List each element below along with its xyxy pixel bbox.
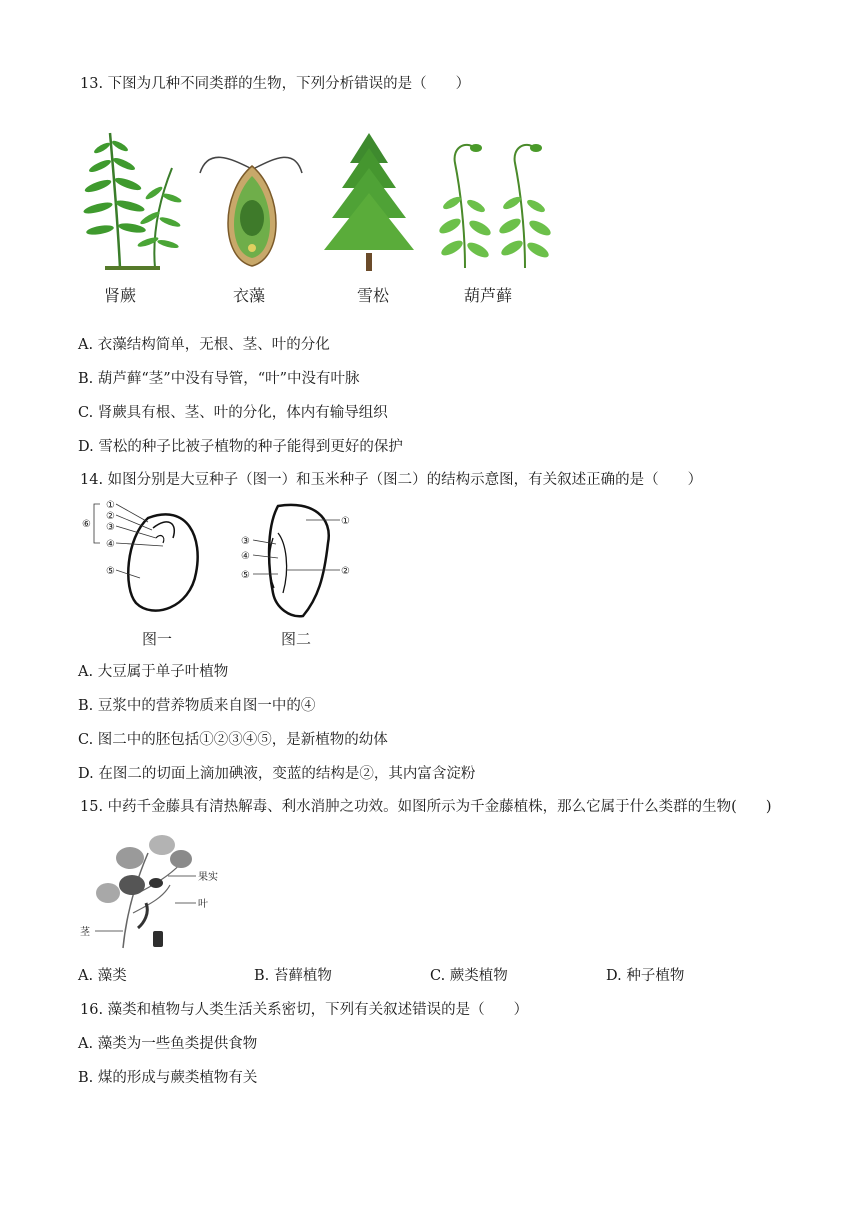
fig2-mark-5: ⑤ xyxy=(241,570,250,581)
q14-figure xyxy=(78,498,368,623)
q14-option-b: B. 豆浆中的营养物质来自图一中的④ xyxy=(78,698,316,714)
fig2-caption: 图二 xyxy=(281,630,312,648)
fig2-mark-3: ③ xyxy=(241,536,250,547)
q15-option-c: C. 蕨类植物 xyxy=(430,968,508,984)
label-leaf: 叶 xyxy=(198,899,208,910)
q13-option-c: C. 肾蕨具有根、茎、叶的分化，体内有输导组织 xyxy=(78,405,388,421)
fig1-mark-2: ② xyxy=(106,511,115,522)
q16-stem: 16. 藻类和植物与人类生活关系密切，下列有关叙述错误的是（ ） xyxy=(80,1002,529,1018)
q13-stem: 13. 下图为几种不同类群的生物，下列分析错误的是（ ） xyxy=(80,76,471,92)
q14-option-d: D. 在图二的切面上滴加碘液，变蓝的结构是②，其内富含淀粉 xyxy=(78,766,476,782)
fern-illustration xyxy=(82,133,182,268)
stephania-plant-illustration xyxy=(95,835,196,948)
q15-option-b: B. 苔藓植物 xyxy=(254,968,332,984)
q15-option-d: D. 种子植物 xyxy=(606,968,685,984)
corn-seed-diagram xyxy=(253,505,340,616)
q16-option-b: B. 煤的形成与蕨类植物有关 xyxy=(78,1070,258,1086)
label-cedar: 雪松 xyxy=(357,286,390,305)
moss-illustration xyxy=(437,144,553,268)
fig1-mark-6: ⑥ xyxy=(82,519,91,530)
fig1-mark-4: ④ xyxy=(106,539,115,550)
fig1-mark-3: ③ xyxy=(106,522,115,533)
label-moss: 葫芦藓 xyxy=(464,286,513,305)
q16-option-a: A. 藻类为一些鱼类提供食物 xyxy=(78,1036,258,1052)
chlamydomonas-illustration xyxy=(200,157,302,266)
q13-figure xyxy=(80,118,560,308)
q15-stem: 15. 中药千金藤具有清热解毒、利水消肿之功效。如图所示为千金藤植株，那么它属于什么类群的生物( ) xyxy=(80,799,772,815)
q14-option-a: A. 大豆属于单子叶植物 xyxy=(78,664,229,680)
fig1-mark-5: ⑤ xyxy=(106,566,115,577)
q14-stem: 14. 如图分别是大豆种子（图一）和玉米种子（图二）的结构示意图，有关叙述正确的是（ ） xyxy=(80,472,703,488)
fig1-mark-1: ① xyxy=(106,500,115,511)
q13-option-b: B. 葫芦藓“茎”中没有导管，“叶”中没有叶脉 xyxy=(78,371,360,387)
q15-option-a: A. 藻类 xyxy=(78,968,127,984)
q14-option-c: C. 图二中的胚包括①②③④⑤，是新植物的幼体 xyxy=(78,732,388,748)
fig2-mark-2: ② xyxy=(341,566,350,577)
fig2-mark-1: ① xyxy=(341,516,350,527)
fig1-caption: 图一 xyxy=(142,630,173,648)
label-chlamydomonas: 衣藻 xyxy=(233,286,266,305)
q13-option-a: A. 衣藻结构简单，无根、茎、叶的分化 xyxy=(78,337,330,353)
label-fruit: 果实 xyxy=(198,872,218,883)
label-fern: 肾蕨 xyxy=(104,286,137,305)
label-stem: 茎 xyxy=(80,927,90,938)
q15-figure xyxy=(78,823,228,953)
q13-option-d: D. 雪松的种子比被子植物的种子能得到更好的保护 xyxy=(78,439,403,455)
cedar-illustration xyxy=(324,133,414,271)
fig2-mark-4: ④ xyxy=(241,551,250,562)
